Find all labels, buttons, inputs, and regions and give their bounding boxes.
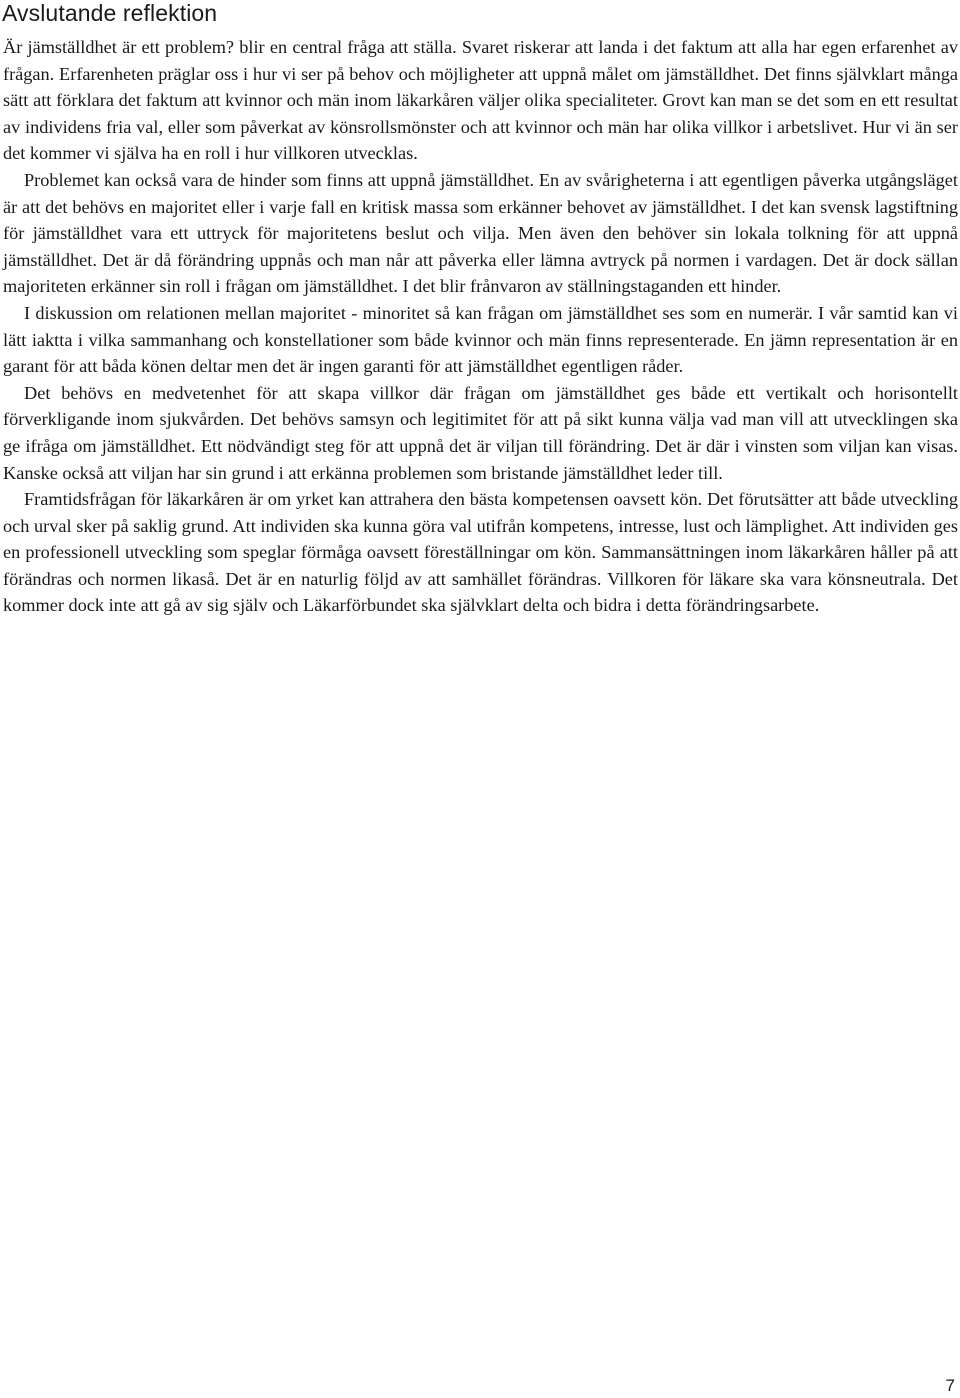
paragraph-1: Är jämställdhet är ett problem? blir en central fråga att ställa. Svaret riskerar att landa i det faktum att alla har egen erfarenhet av frågan. Erfarenheten präglar oss i hur vi ser på behov och möjligheter att uppnå målet om jämställdhet. Det finns självklart många sätt att förklara det faktum att kvinnor och män inom läkarkåren väljer olika specialiteter. Grovt kan man se det som en ett resultat av individens fria val, eller som påverkat av könsrollsmönster och att kvinnor och män har olika villkor i arbetslivet. Hur vi än ser det kommer vi själva ha en roll i hur villkoren utvecklas.: [3, 37, 958, 164]
page-number: 7: [945, 1376, 955, 1395]
body-text: [3, 34, 958, 619]
paragraph-4: Det behövs en medvetenhet för att skapa villkor där frågan om jämställdhet ges både ett vertikalt och horisontellt förverkligande inom sjukvården. Det behövs samsyn och legitimitet för att på sikt kunna välja vad man vill att utvecklingen ska ge ifråga om jämställdhet. Ett nödvändigt steg för att uppnå det är viljan till förändring. Det är där i vinsten som viljan kan visas. Kanske också att viljan har sin grund i att erkänna problemen som bristande jämställdhet leder till.: [3, 382, 958, 483]
paragraph-3: I diskussion om relationen mellan majoritet - minoritet så kan frågan om jämställdhet ses som en numerär. I vår samtid kan vi lätt iaktta i vilka sammanhang och konstellationer som både kvinnor och män finns representerade. En jämn representation är en garant för att båda könen deltar men det är ingen garanti för att jämställdhet egentligen råder.: [3, 302, 958, 377]
section-heading: Avslutande reflektion: [2, 0, 218, 26]
paragraph-2: Problemet kan också vara de hinder som finns att uppnå jämställdhet. En av svårigheterna i att egentligen påverka utgångsläget är att det behövs en majoritet eller i varje fall en kritisk massa som erkänner behovet av jämställdhet. I det kan svensk lagstiftning för jämställdhet vara ett uttryck för majoritetens beslut och vilja. Men även den behöver sin lokala tolkning för att uppnå jämställdhet. Det är då förändring uppnås och man når att påverka eller lämna avtryck på normen i vardagen. Det är dock sällan majoriteten erkänner sin roll i frågan om jämställdhet. I det blir frånvaron av ställningstaganden ett hinder.: [3, 169, 958, 297]
paragraph-5: Framtidsfrågan för läkarkåren är om yrket kan attrahera den bästa kompetensen oavsett kön. Det förutsätter att både utveckling och urval sker på saklig grund. Att individen ska kunna göra val utifrån kompetens, intresse, lust och lämplighet. Att individen ges en professionell utveckling som speglar förmåga oavsett föreställningar om kön. Sammansättningen inom läkarkåren håller på att förändras och normen likaså. Det är en naturlig följd av att samhället förändras. Villkoren för läkare ska vara könsneutrala. Det kommer dock inte att gå av sig själv och Läkarförbundet ska självklart delta och bidra i detta förändringsarbete.: [3, 489, 958, 616]
